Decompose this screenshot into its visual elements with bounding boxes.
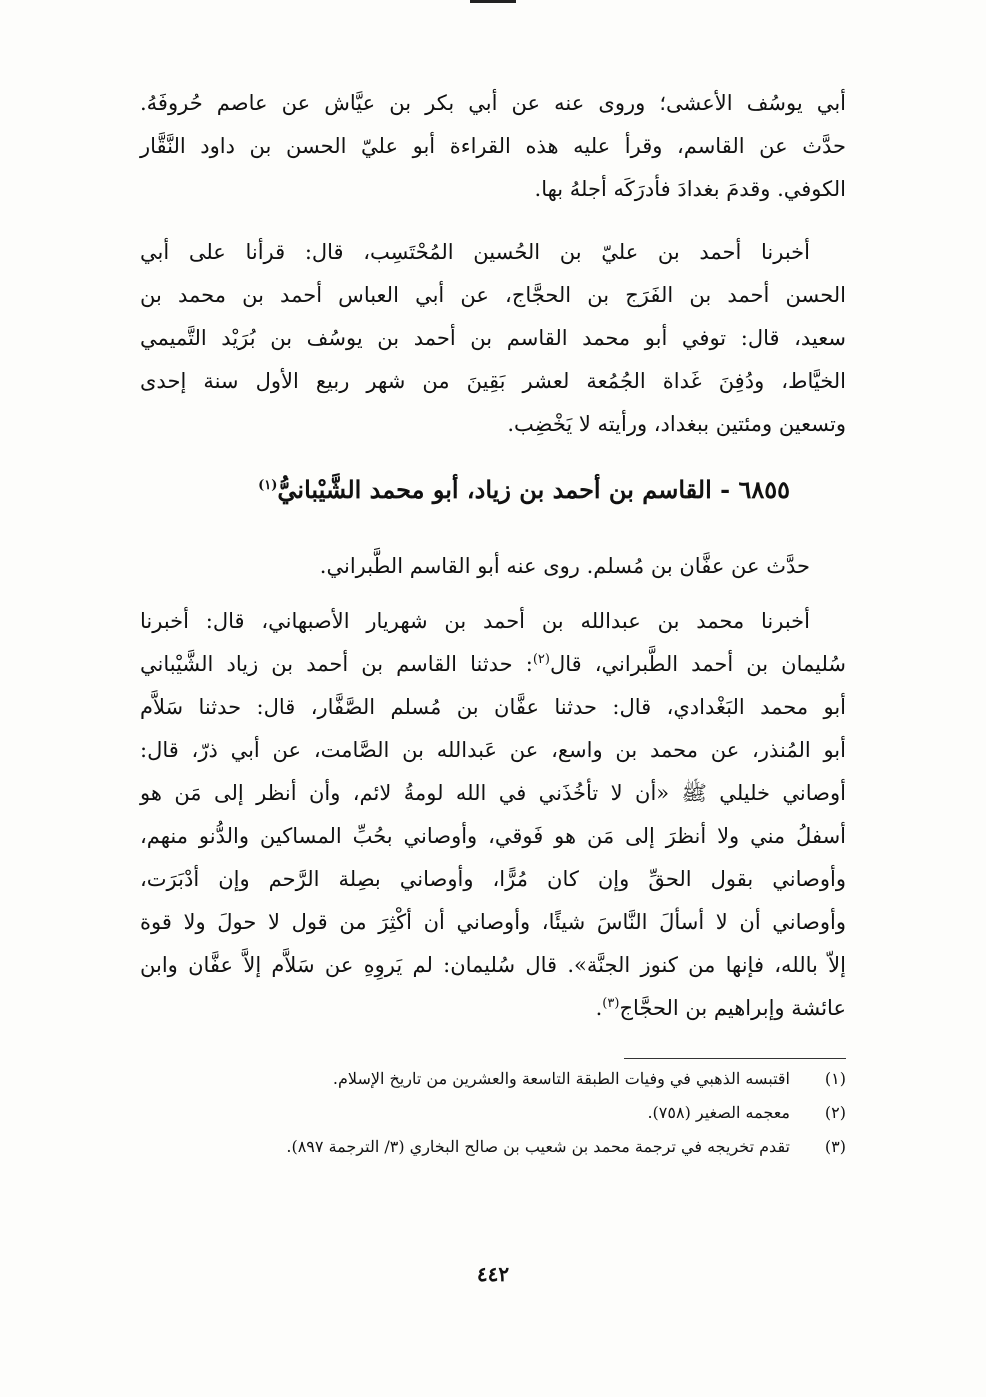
text-line: الخيَّاط، ودُفِنَ غَداة الجُمُعة لعشر بَقِينَ من شهر ربيع الأول سنة إحدى [140, 369, 846, 393]
text-line: وأوصاني أن لا أسألَ النَّاسَ شيئًا، وأوصاني أن أكْثِرَ من قول لا حولَ ولا قوة [140, 910, 846, 934]
text-line: أخبرنا أحمد بن عليّ بن الحُسين المُحْتَسِب، قال: قرأنا على أبي [140, 240, 810, 264]
footnote [140, 1130, 846, 1164]
footnote [140, 1062, 846, 1096]
footnote-number: (١) [824, 1069, 846, 1088]
top-edge-mark [470, 0, 516, 3]
footnote-text: اقتبسه الذهبي في وفيات الطبقة التاسعة والعشرين من تاريخ الإسلام. [332, 1069, 790, 1088]
text-line: حدَّث عن عفَّان بن مُسلم. روى عنه أبو القاسم الطَّبراني. [319, 554, 810, 578]
line-part: عائشة وإبراهيم بن الحجَّاج [619, 996, 846, 1020]
text-line: الحسن أحمد بن الفَرَج بن الحجَّاج، عن أبي العباس أحمد بن محمد بن [140, 283, 846, 307]
footnote [140, 1096, 846, 1130]
footnotes [140, 1062, 846, 1164]
paragraph-3 [140, 545, 846, 588]
text-line: سعيد، قال: توفي أبو محمد القاسم بن أحمد بن يوسُف بن بُرَيْد التَّميمي [140, 326, 846, 350]
footnote-separator [624, 1058, 846, 1059]
text-line: أخبرنا محمد بن عبدالله بن أحمد بن شهريار الأصبهاني، قال: أخبرنا [140, 609, 810, 633]
paragraph-4 [140, 600, 846, 1030]
text-line: أبو محمد البَغْدادي، قال: حدثنا عفَّان بن مُسلم الصَّفَّار، قال: حدثنا سَلاَّم [140, 695, 847, 719]
line-part: . [595, 996, 603, 1020]
entry-heading [170, 466, 790, 514]
footnote-text: تقدم تخريجه في ترجمة محمد بن شعيب بن صالح البخاري (٣/ الترجمة ٨٩٧). [286, 1137, 790, 1156]
text-line: أبو المُنذر، عن محمد بن واسع، عن عَبدالله بن الصَّامت، عن أبي ذرّ، قال: [140, 738, 846, 762]
page-number: ٤٤٢ [476, 1262, 510, 1286]
paragraph-1 [140, 82, 846, 211]
text-line: حدَّث عن القاسم، وقرأ عليه هذه القراءة أبو عليّ الحسن بن داود النَّقَّار [140, 134, 846, 158]
text-line: أسفلُ مني ولا أنظرَ إلى مَن هو فَوقي، وأوصاني بحُبِّ المساكين والدُّنو منهم، [140, 824, 846, 848]
footnote-number: (٣) [824, 1137, 846, 1156]
line-part: : حدثنا القاسم بن أحمد بن زياد الشَّيْباني [140, 652, 533, 676]
paragraph-2 [140, 231, 846, 446]
text-line [140, 643, 846, 686]
entry-heading-text: ٦٨٥٥ - القاسم بن أحمد بن زياد، أبو محمد الشَّيْبانيُّ [277, 475, 790, 504]
text-line: أوصاني خليلي ﷺ «أن لا تأخُذَني في الله لومةُ لائم، وأن أنظر إلى مَن هو [140, 781, 846, 805]
text-line: إلاّ بالله، فإنها من كنوز الجنَّة». قال سُليمان: لم يَروِهِ عن سَلاَّم إلاَّ عفَّان وابن [140, 953, 846, 977]
text-line: وتسعين ومئتين ببغداد، ورأيته لا يَخْضِب. [507, 412, 846, 436]
footnote-number: (٢) [824, 1103, 846, 1122]
footnote-ref: (٢) [532, 652, 550, 667]
footnote-ref: (٣) [602, 996, 620, 1011]
text-line: وأوصاني بقول الحقِّ وإن كان مُرًّا، وأوصاني بصِلة الرَّحم وإن أدْبَرَت، [140, 867, 846, 891]
text-line: الكوفي. وقدمَ بغدادَ فأدرَكَه أجلهُ بها. [534, 177, 846, 201]
text-line: أبي يوسُف الأعشى؛ وروى عنه عن أبي بكر بن عيَّاش عن عاصم حُروفَهُ. [140, 91, 846, 115]
text-line [140, 987, 846, 1030]
line-part: سُليمان بن أحمد الطَّبراني، قال [549, 652, 846, 676]
footnote-ref: (١) [258, 478, 278, 493]
footnote-text: معجمه الصغير (٧٥٨). [647, 1103, 790, 1122]
